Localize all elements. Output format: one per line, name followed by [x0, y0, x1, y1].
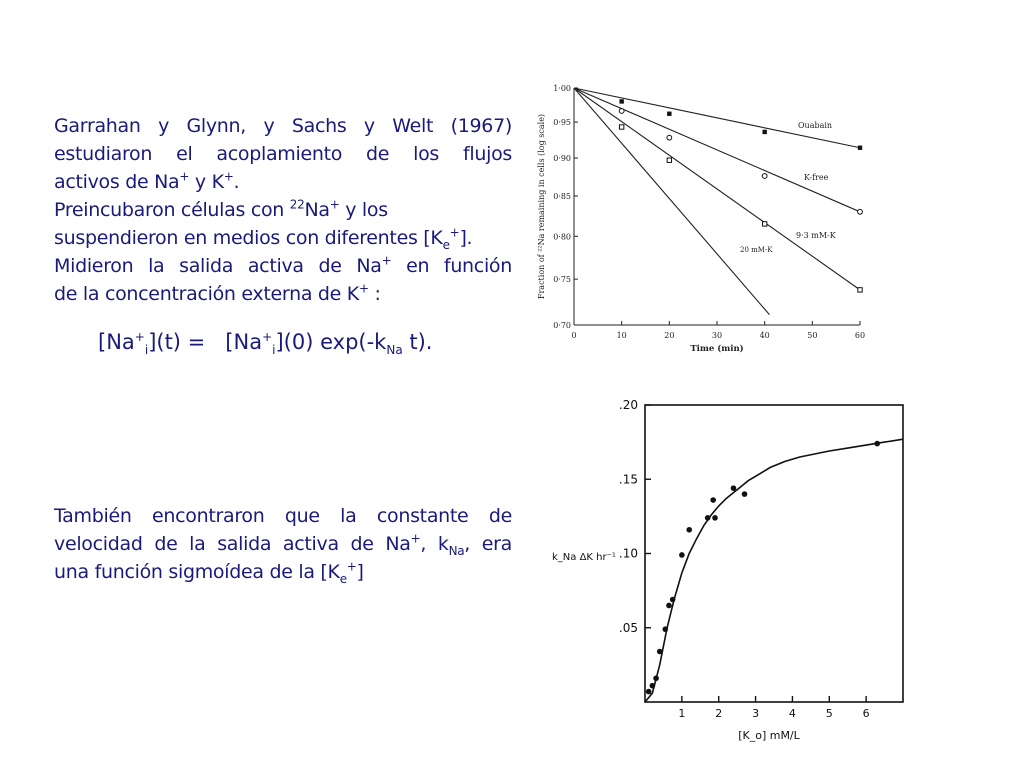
intro-line-3: activos de Na+ y K+. — [54, 169, 240, 193]
y-tick-label: 0·70 — [553, 321, 571, 330]
kna-vs-potassium-chart — [548, 395, 918, 745]
x-tick-label: 40 — [759, 331, 770, 340]
y-tick-label: 0·75 — [553, 275, 571, 285]
data-point — [646, 689, 652, 695]
paragraph-intro — [54, 112, 512, 308]
x-tick-label: 60 — [854, 331, 866, 340]
data-point — [874, 441, 880, 447]
data-point — [705, 515, 711, 521]
data-point — [619, 125, 623, 129]
series-line — [574, 88, 860, 212]
paragraph-sigmoid — [54, 502, 512, 586]
data-point — [858, 146, 862, 150]
y-tick-label: 0·85 — [553, 191, 571, 201]
data-point — [742, 491, 748, 497]
y-axis-title: Fraction of ²²Na remaining in cells (log scale) — [537, 113, 546, 300]
y-tick-label: .10 — [618, 546, 638, 561]
data-point — [710, 497, 716, 503]
data-point — [762, 174, 767, 179]
series-label: 9·3 mM-K — [796, 231, 836, 240]
x-axis-title: [K_o] mM/L — [738, 729, 800, 742]
data-point — [712, 515, 718, 521]
data-point — [731, 485, 737, 491]
x-tick-label: 30 — [711, 331, 723, 340]
intro-line-4: Preincubaron células con $^{22}$Na+ y los — [54, 197, 388, 221]
data-point — [653, 675, 659, 681]
data-point — [619, 109, 624, 114]
data-point — [667, 158, 671, 162]
x-tick-label: 5 — [825, 707, 833, 720]
y-tick-label: .15 — [618, 472, 638, 487]
sodium-efflux-log-chart — [530, 80, 880, 365]
data-point — [858, 209, 863, 214]
sigmoid-line-1: También encontraron que la constante de — [54, 505, 512, 527]
x-axis-title: Time (min) — [690, 344, 744, 354]
efflux-equation: $[Na^+_i](t) = [Na^+_i](0)$ $\exp(-k_{Na}$ t). — [98, 330, 433, 358]
y-tick-label: 0·80 — [553, 232, 571, 242]
data-point — [670, 597, 676, 603]
x-tick-label: 1 — [678, 707, 686, 720]
data-point — [666, 603, 672, 609]
data-point — [762, 130, 766, 134]
intro-line-6: Midieron la salida activa de Na+ en función — [54, 253, 512, 277]
intro-line-5: suspendieron en medios con diferentes $[K_e^+]$. — [54, 225, 473, 252]
y-axis-title: k_Na ΔK hr⁻¹ — [552, 552, 616, 563]
fit-curve — [645, 439, 903, 702]
y-tick-label: 0·90 — [553, 154, 571, 164]
y-tick-label: .20 — [618, 398, 638, 412]
y-tick-label: 1·00 — [553, 84, 571, 93]
x-tick-label: 10 — [616, 331, 627, 340]
intro-line-1: Garrahan y Glynn, y Sachs y Welt (1967) — [54, 115, 512, 137]
x-tick-label: 2 — [715, 707, 723, 720]
sigmoid-line-3: una función sigmoídea de la $[K_e^+]$ — [54, 559, 364, 586]
data-point — [686, 527, 692, 533]
x-tick-label: 6 — [862, 707, 870, 720]
intro-line-2: estudiaron el acoplamiento de los flujos — [54, 143, 512, 165]
data-point — [667, 112, 671, 116]
series-label: Ouabain — [798, 121, 833, 130]
x-tick-label: 4 — [788, 707, 796, 720]
data-point — [667, 135, 672, 140]
y-tick-label: .05 — [618, 620, 638, 635]
series-line — [574, 88, 769, 315]
data-point — [662, 626, 668, 632]
y-tick-label: 0·95 — [553, 118, 571, 128]
data-point — [858, 288, 862, 292]
intro-line-7: de la concentración externa de K+ : — [54, 281, 381, 305]
data-point — [679, 552, 685, 558]
x-tick-label: 0 — [571, 331, 577, 340]
series-label: 20 mM-K — [740, 246, 773, 254]
data-point — [762, 222, 766, 226]
x-tick-label: 20 — [664, 331, 675, 340]
x-tick-label: 3 — [752, 707, 760, 720]
data-point — [657, 649, 663, 655]
sigmoid-line-2: velocidad de la salida activa de Na+, $k_{Na}$, era — [54, 531, 512, 558]
series-label: K-free — [804, 173, 829, 182]
x-tick-label: 50 — [807, 331, 818, 340]
data-point — [619, 99, 623, 103]
data-point — [650, 683, 656, 689]
